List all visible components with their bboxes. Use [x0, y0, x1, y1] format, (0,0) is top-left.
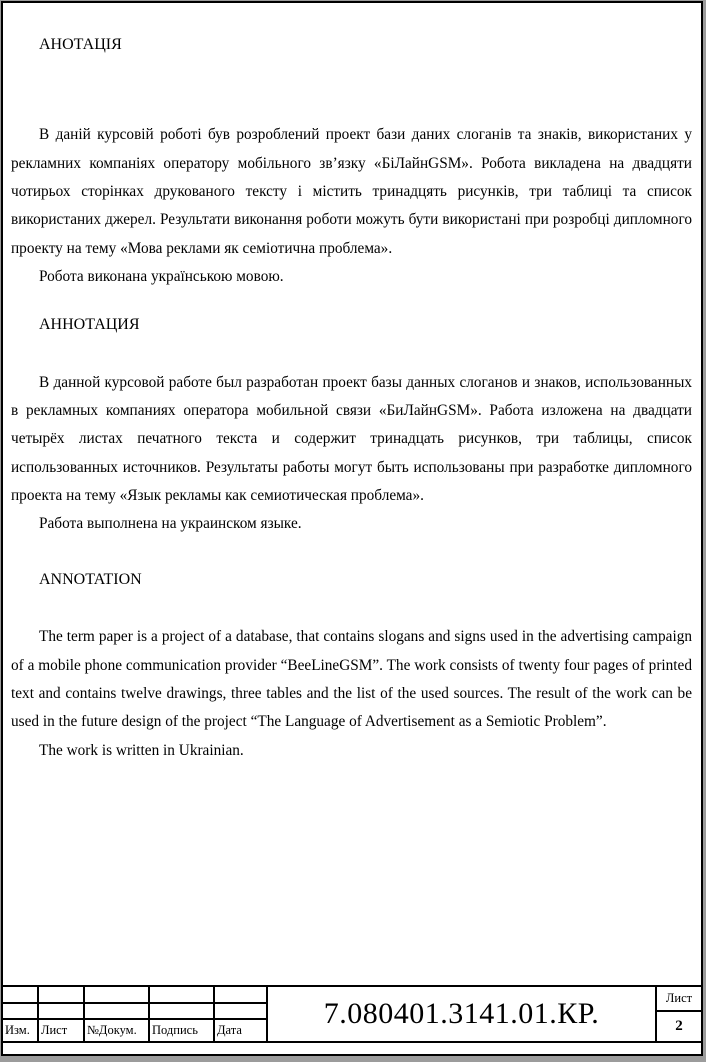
section-annotation-en — [11, 566, 692, 765]
revision-table-empty-cell — [85, 1004, 150, 1020]
section-annotation-ua — [11, 31, 692, 291]
section-body-ru: В данной курсовой работе был разработан проект базы данных слоганов и знаков, использованных в рекламных компаниях оператора мобильной связи «БиЛайнGSM». Работа изложена на двадцати четырёх листах печатного текста и содержит тринадцать рисунков, три таблицы, список использованных источников. Результаты работы могут быть использованы при разработке дипломного проекта на тему «Язык рекламы как семиотическая проблема». — [11, 373, 692, 505]
section-annotation-ru — [11, 311, 692, 538]
revision-table-empty-cell — [39, 1004, 85, 1020]
revision-table — [3, 987, 268, 1041]
title-block — [3, 985, 701, 1043]
revision-table-label-podpis: Подпись — [150, 1020, 215, 1041]
sheet-number: 2 — [675, 1018, 683, 1034]
revision-table-label-izm: Изм. — [3, 1020, 39, 1041]
revision-table-empty-cell — [150, 987, 215, 1004]
page-content — [11, 3, 692, 765]
revision-table-label-list: Лист — [39, 1020, 85, 1041]
revision-table-empty-cell — [215, 987, 268, 1004]
section-heading-ua: АНОТАЦІЯ — [39, 36, 122, 53]
revision-table-empty-cell — [39, 987, 85, 1004]
sheet-label: Лист — [657, 987, 701, 1012]
revision-table-empty-cell — [215, 1004, 268, 1020]
document-page — [1, 1, 703, 1056]
revision-table-empty-cell — [3, 1004, 39, 1020]
revision-table-label-data: Дата — [215, 1020, 268, 1041]
section-closing-en: The work is written in Ukrainian. — [39, 741, 244, 759]
sheet-cell — [657, 987, 701, 1041]
section-closing-ua: Робота виконана українською мовою. — [39, 268, 284, 286]
revision-table-label-dokum: №Докум. — [85, 1020, 150, 1041]
section-body-ua: В даній курсовій роботі був розроблений проект бази даних слоганів та знаків, використаних у рекламних компаніях оператору мобільного зв’язку «БіЛайнGSM». Робота викладена на двадцяти чотирьох сторінках друкованого тексту і містить тринадцять рисунків, три таблиці та список використаних джерел. Результати виконання роботи можуть бути використані при розробці дипломного проекту на тему «Мова реклами як семіотична проблема». — [11, 126, 692, 257]
section-body-en: The term paper is a project of a database, that contains slogans and signs used in the advertising campaign of a mobile phone communication provider “BeeLineGSM”. The work consists of twenty four pages of printed text and contains twelve drawings, three tables and the list of the used sources. The result of the work can be used in the future design of the project “The Language of Advertisement as a Semiotic Problem”. — [11, 628, 692, 731]
revision-table-empty-cell — [85, 987, 150, 1004]
section-closing-ru: Работа выполнена на украинском языке. — [39, 515, 302, 533]
revision-table-empty-cell — [150, 1004, 215, 1020]
revision-table-empty-cell — [3, 987, 39, 1004]
section-heading-en: ANNOTATION — [39, 570, 142, 588]
section-heading-ru: АННОТАЦИЯ — [39, 316, 140, 334]
document-code: 7.080401.3141.01.КР. — [268, 987, 657, 1041]
